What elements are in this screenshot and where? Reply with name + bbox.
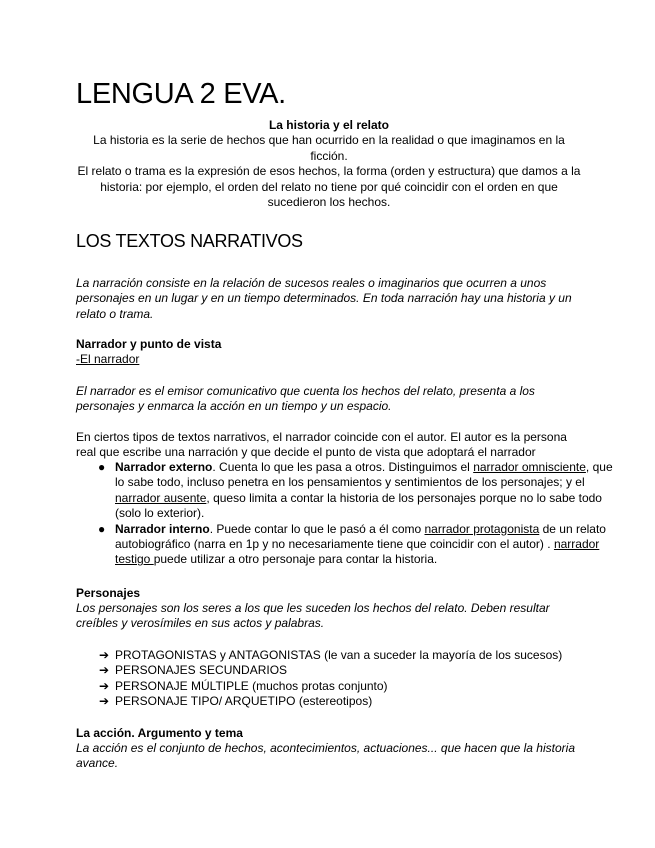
list-text: . Puede contar lo que le pasó a él como <box>209 521 425 536</box>
narrador-omnisciente-term: narrador omnisciente <box>473 460 586 474</box>
list-item <box>98 521 615 568</box>
narrador-definition: El narrador es el emisor comunicativo que cuenta los hechos del relato, presenta a los personajes y enmarca la acción en un tiempo y un espacio. <box>76 384 535 414</box>
narrador-paragraph: En ciertos tipos de textos narrativos, el narrador coincide con el autor. El autor es la persona real que escribe una narración y que decide el punto de vista que adoptará el narrador <box>76 430 567 460</box>
list-text: . Cuenta lo que les pasa a otros. Distinguimos el <box>212 460 474 474</box>
narrador-testigo-term: narrador testigo <box>115 537 600 567</box>
list-item <box>99 694 569 709</box>
narrador-ausente-term: narrador ausente <box>115 490 207 505</box>
bullet-icon: ● <box>98 460 106 474</box>
list-text: , queso limita a contar la historia de los personajes porque no lo sabe todo (solo lo exterior). <box>115 490 602 521</box>
arrow-right-icon: ➔ <box>99 678 110 693</box>
list-text: de un relato autobiográfico (narra en 1p y no necesariamente tiene que coincidir con el autor) . <box>115 521 606 552</box>
list-text: PROTAGONISTAS y ANTAGONISTAS (le van a suceder la mayoría de los sucesos) <box>115 648 563 662</box>
list-item <box>98 460 615 522</box>
list-item <box>99 663 569 678</box>
narrador-subheading: -El narrador <box>76 352 140 366</box>
intro-paragraph: La narración consiste en la relación de sucesos reales o imaginarios que ocurren a unos personajes en un lugar y en un tiempo determinados. En toda narración hay una historia y un relato o trama. <box>76 276 572 321</box>
document-title: LENGUA 2 EVA. <box>76 78 286 110</box>
accion-definition: La acción es el conjunto de hechos, acontecimientos, actuaciones... que hacen que la historia avance. <box>76 741 575 771</box>
bullet-icon: ● <box>98 521 106 536</box>
historia-line-2: El relato o trama es la expresión de esos hechos, la forma (orden y estructura) que damos a la historia: por ejemplo, el orden del relato no tiene por qué coincidir con el orden en que sucedieron los hechos. <box>77 164 581 210</box>
historia-heading: La historia y el relato <box>268 118 390 132</box>
personajes-definition: Los personajes son los seres a los que les suceden los hechos del relato. Deben resultar creíbles y verosímiles en sus actos y palabras. <box>76 601 550 631</box>
historia-line-1: La historia es la serie de hechos que han ocurrido en la realidad o que imaginamos en la ficción. <box>93 133 565 163</box>
historia-block <box>76 118 582 210</box>
section-title: LOS TEXTOS NARRATIVOS <box>76 231 303 251</box>
arrow-right-icon: ➔ <box>99 663 110 678</box>
narrador-protagonista-term: narrador protagonista <box>424 521 540 536</box>
personajes-list <box>99 648 569 710</box>
narrador-types-list <box>76 460 615 568</box>
narrador-heading: Narrador y punto de vista <box>76 337 222 351</box>
personajes-heading: Personajes <box>76 586 141 600</box>
list-text: PERSONAJES SECUNDARIOS <box>115 663 288 678</box>
list-item <box>99 648 569 663</box>
list-text: PERSONAJE TIPO/ ARQUETIPO (estereotipos) <box>115 694 373 709</box>
list-text: PERSONAJE MÚLTIPLE (muchos protas conjunto) <box>115 678 388 693</box>
arrow-right-icon: ➔ <box>99 694 110 709</box>
list-text: , que lo sabe todo, incluso penetra en los pensamientos y sentimientos de los personajes; y el <box>115 460 613 490</box>
narrador-interno-label: Narrador interno <box>115 521 210 536</box>
narrador-externo-label: Narrador externo <box>115 460 213 474</box>
arrow-right-icon: ➔ <box>99 648 110 662</box>
list-text: puede utilizar a otro personaje para contar la historia. <box>153 552 438 567</box>
list-item <box>99 679 569 694</box>
accion-heading: La acción. Argumento y tema <box>76 726 243 740</box>
